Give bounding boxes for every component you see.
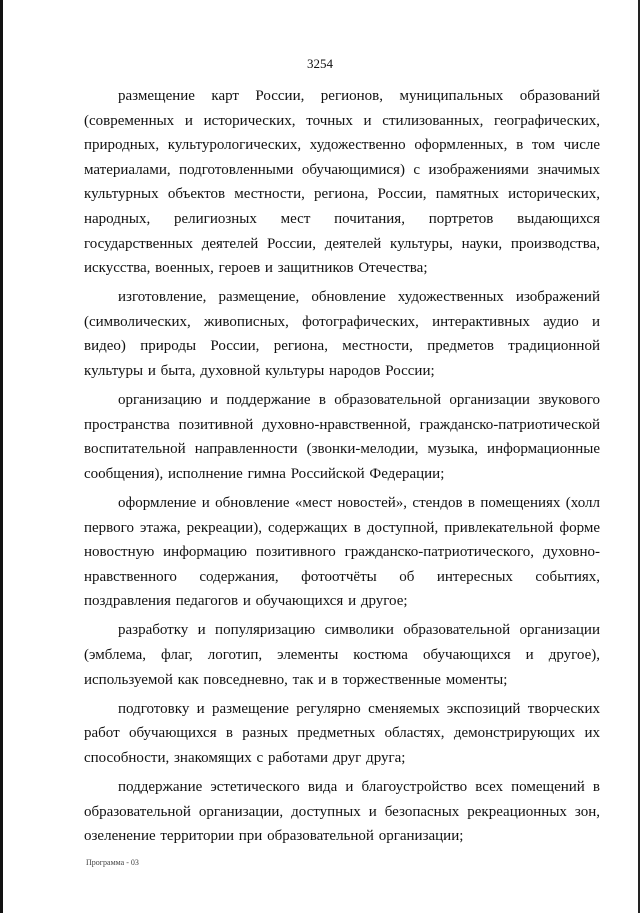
paragraph-5: разработку и популяризацию символики образовательной организации (эмблема, флаг, логотип, элементы костюма обучающихся и другое), используемой как повседневно, так и в торжественные моменты; — [84, 622, 600, 688]
paragraph-3: организацию и поддержание в образовательной организации звукового пространства позитивной духовно-нравственной, гражданско-патриотической воспитательной направленности (звонки-мелодии, музыка, информационные сообщения), исполнение гимна Российской Федерации; — [84, 392, 600, 482]
footer-label: Программа - 03 — [86, 858, 139, 867]
paragraph-4: оформление и обновление «мест новостей», стендов в помещениях (холл первого этажа, рекреации), содержащих в доступной, привлекательной форме новостную информацию позитивного гражданско-патриотического, духовно-нравственного содержания, фотоотчёты об интересных событиях, поздравления педагогов и обучающихся и другое; — [84, 495, 600, 610]
body-text — [84, 84, 600, 853]
paragraph-1: размещение карт России, регионов, муниципальных образований (современных и исторических, точных и стилизованных, географических, природных, культурологических, художественно оформленных, в том числе материалами, подготовленными обучающимися) с изображениями значимых культурных объектов местности, региона, России, памятных исторических, народных, религиозных мест почитания, портретов выдающихся государственных деятелей России, деятелей культуры, науки, производства, искусства, военных, героев и защитников Отечества; — [84, 88, 600, 277]
scan-edge-left — [0, 0, 3, 913]
paragraph-6: подготовку и размещение регулярно сменяемых экспозиций творческих работ обучающихся в разных предметных областях, демонстрирующих их способности, знакомящих с работами друг друга; — [84, 700, 600, 766]
paragraph-2: изготовление, размещение, обновление художественных изображений (символических, живописных, фотографических, интерактивных аудио и видео) природы России, региона, местности, предметов традиционной культуры и быта, духовной культуры народов России; — [84, 289, 600, 380]
paragraph-7: поддержание эстетического вида и благоустройство всех помещений в образовательной организации, доступных и безопасных рекреационных зон, озеленение территории при образовательной организации; — [84, 779, 600, 845]
page-number: 3254 — [307, 56, 333, 71]
